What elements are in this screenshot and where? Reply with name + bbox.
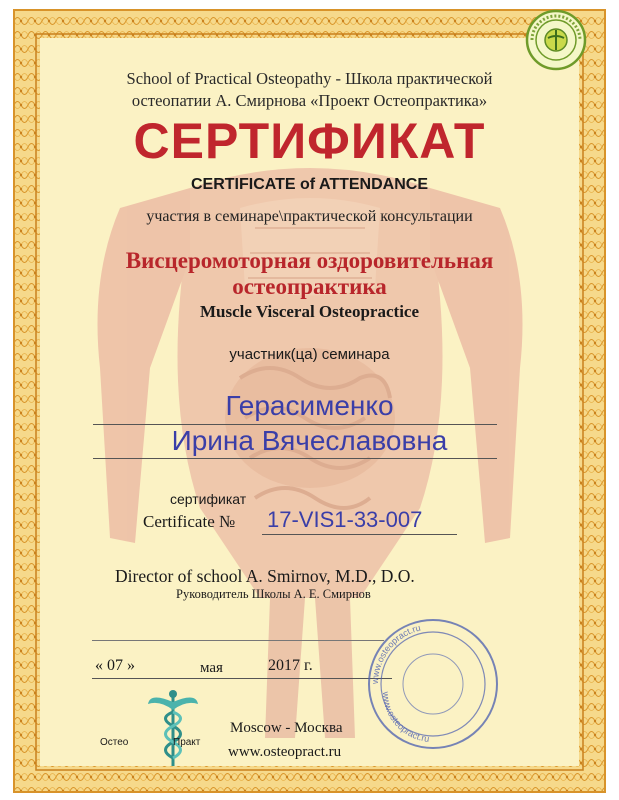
director-line-en: Director of school A. Smirnov, M.D., D.O.: [115, 566, 415, 586]
certificate-subtitle: CERTIFICATE of ATTENDANCE: [190, 176, 428, 193]
certificate-title: СЕРТИФИКАТ: [133, 113, 486, 169]
course-title-en: Muscle Visceral Osteopractice: [199, 302, 420, 321]
city: Moscow - Москва: [230, 720, 343, 736]
date-day: « 07 »: [95, 657, 135, 674]
participant-given-names: Ирина Вячеславовна: [171, 425, 448, 456]
logo-text-right: Практ: [173, 737, 201, 748]
caduceus-icon: [146, 688, 200, 768]
course-title-ru-line2: остеопрактика: [232, 274, 387, 299]
participation-text: участия в семинаре\практической консультации: [146, 208, 473, 225]
certificate-number: 17-VIS1-33-007: [267, 507, 423, 532]
school-name-line1: School of Practical Osteopathy - Школа практической: [126, 69, 493, 88]
participant-label: участник(ца) семинара: [229, 346, 390, 363]
date-year: 2017 г.: [268, 657, 313, 674]
round-stamp-icon: [358, 614, 508, 754]
date-month: мая: [200, 660, 223, 676]
certificate-number-underline: [262, 534, 457, 535]
name-underline-2: [93, 458, 497, 459]
school-name-line2: остеопатии А. Смирнова «Проект Остеопрактика»: [131, 91, 488, 110]
course-title-ru-line1: Висцеромоторная оздоровительная: [125, 248, 494, 273]
website: www.osteopract.ru: [228, 744, 342, 760]
svg-text:www.osteopract.ru: www.osteopract.ru: [369, 622, 422, 685]
director-line-ru: Руководитель Школы А. Е. Смирнов: [176, 587, 371, 601]
logo-text-left: Остео: [100, 737, 129, 748]
signature-line: [92, 640, 384, 641]
certificate-label-ru: сертификат: [170, 491, 247, 507]
certificate-label-en: Certificate №: [143, 512, 236, 531]
svg-text:www.osteopract.ru: www.osteopract.ru: [380, 691, 430, 744]
date-underline: [92, 678, 392, 679]
participant-surname: Герасименко: [225, 390, 394, 421]
green-round-seal-icon: [524, 8, 588, 72]
